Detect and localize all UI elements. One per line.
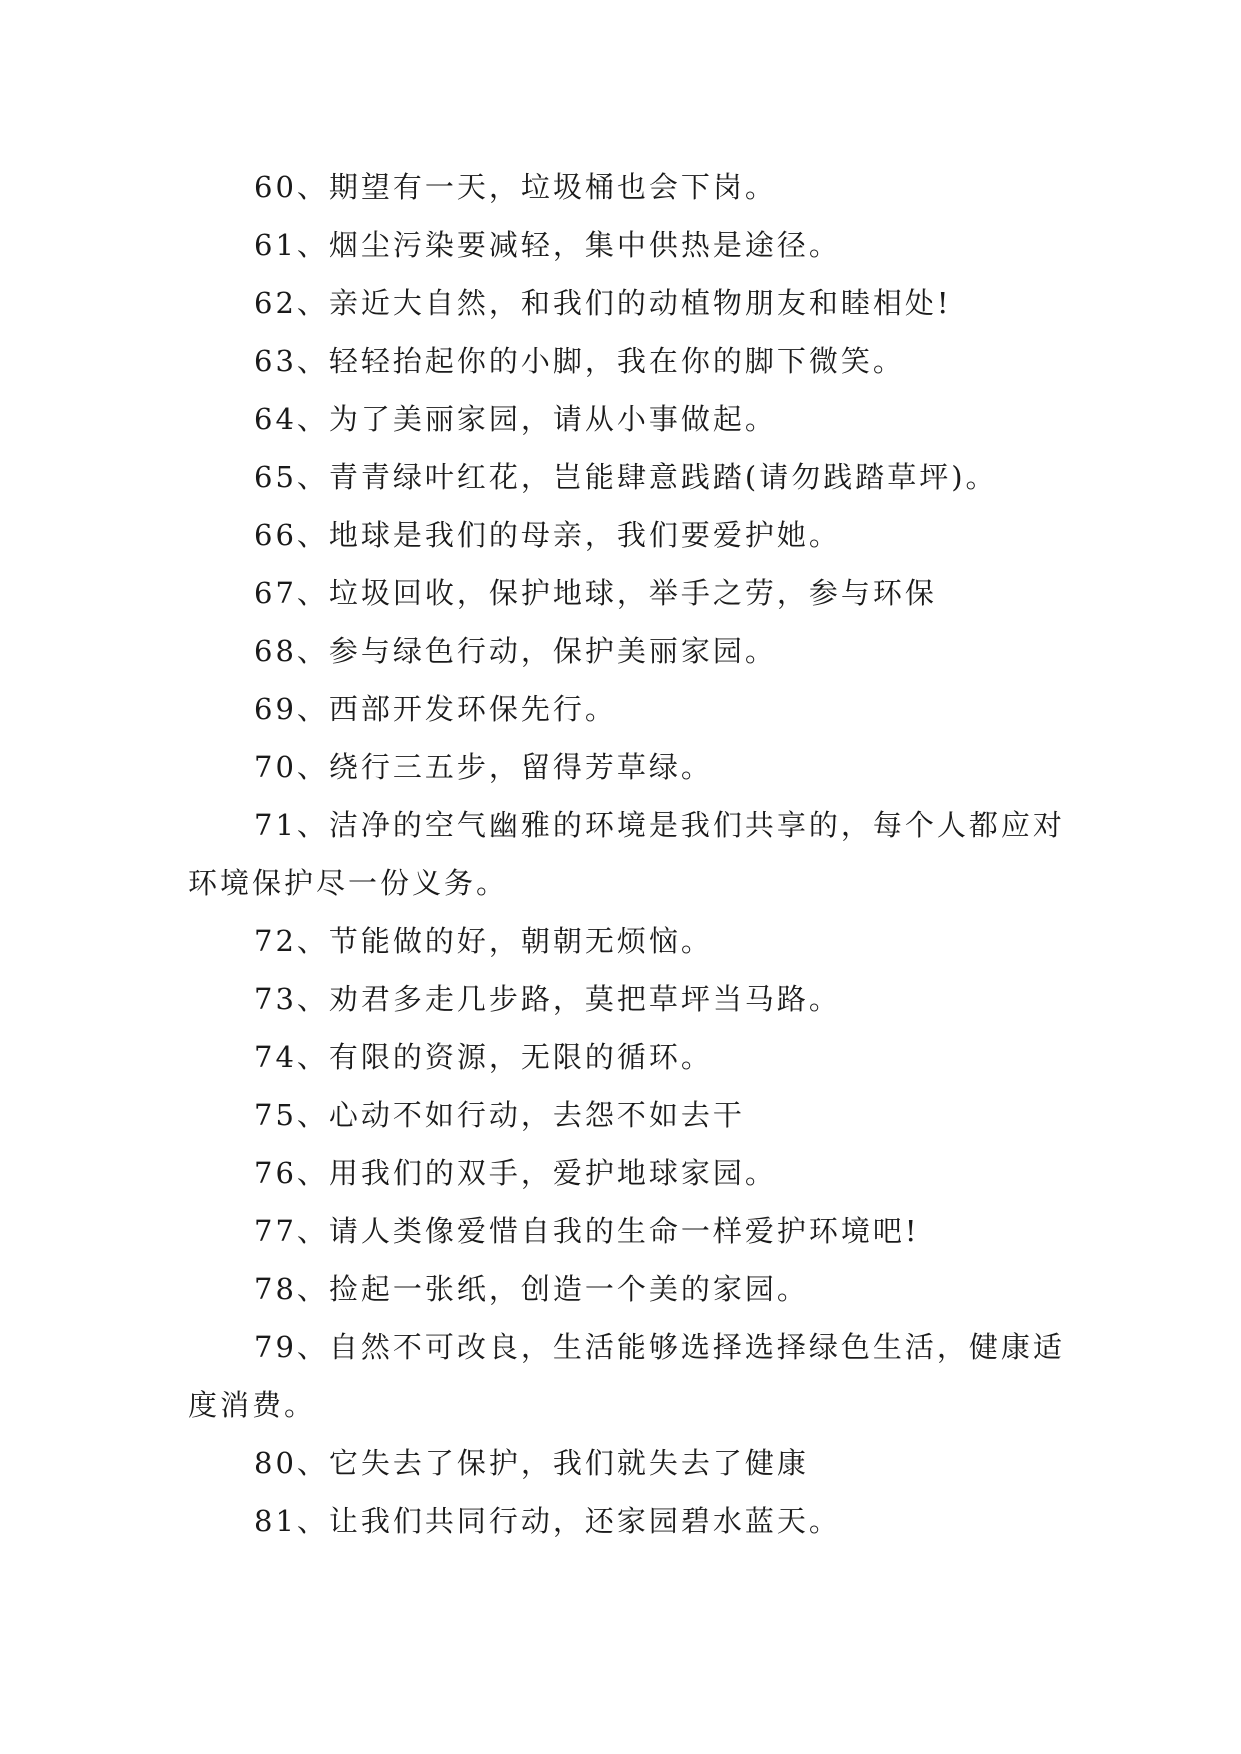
paragraph-62: 62、亲近大自然，和我们的动植物朋友和睦相处! [254,286,952,320]
paragraph-64: 64、为了美丽家园，请从小事做起。 [254,402,777,436]
paragraph-71: 71、洁净的空气幽雅的环境是我们共享的，每个人都应对环境保护尽一份义务。 [188,808,1065,900]
paragraph-80: 80、它失去了保护，我们就失去了健康 [254,1446,809,1480]
paragraph-74: 74、有限的资源，无限的循环。 [254,1040,713,1074]
paragraph-77: 77、请人类像爱惜自我的生命一样爱护环境吧! [254,1214,920,1248]
paragraph-67: 67、垃圾回收，保护地球，举手之劳，参与环保 [254,576,937,610]
paragraph-78: 78、捡起一张纸，创造一个美的家园。 [254,1272,809,1306]
paragraph-79: 79、自然不可改良，生活能够选择选择绿色生活，健康适度消费。 [188,1330,1065,1422]
paragraph-65: 65、青青绿叶红花，岂能肆意践踏(请勿践踏草坪)。 [254,460,998,494]
paragraph-63: 63、轻轻抬起你的小脚，我在你的脚下微笑。 [254,344,905,378]
document-body [188,158,1068,1550]
paragraph-68: 68、参与绿色行动，保护美丽家园。 [254,634,777,668]
paragraph-60: 60、期望有一天，垃圾桶也会下岗。 [254,170,777,204]
paragraph-66: 66、地球是我们的母亲，我们要爱护她。 [254,518,841,552]
paragraph-61: 61、烟尘污染要减轻，集中供热是途径。 [254,228,841,262]
paragraph-76: 76、用我们的双手，爱护地球家园。 [254,1156,777,1190]
paragraph-73: 73、劝君多走几步路，莫把草坪当马路。 [254,982,841,1016]
paragraph-81: 81、让我们共同行动，还家园碧水蓝天。 [254,1504,841,1538]
paragraph-70: 70、绕行三五步，留得芳草绿。 [254,750,713,784]
paragraph-72: 72、节能做的好，朝朝无烦恼。 [254,924,713,958]
paragraph-75: 75、心动不如行动，去怨不如去干 [254,1098,745,1132]
paragraph-69: 69、西部开发环保先行。 [254,692,617,726]
